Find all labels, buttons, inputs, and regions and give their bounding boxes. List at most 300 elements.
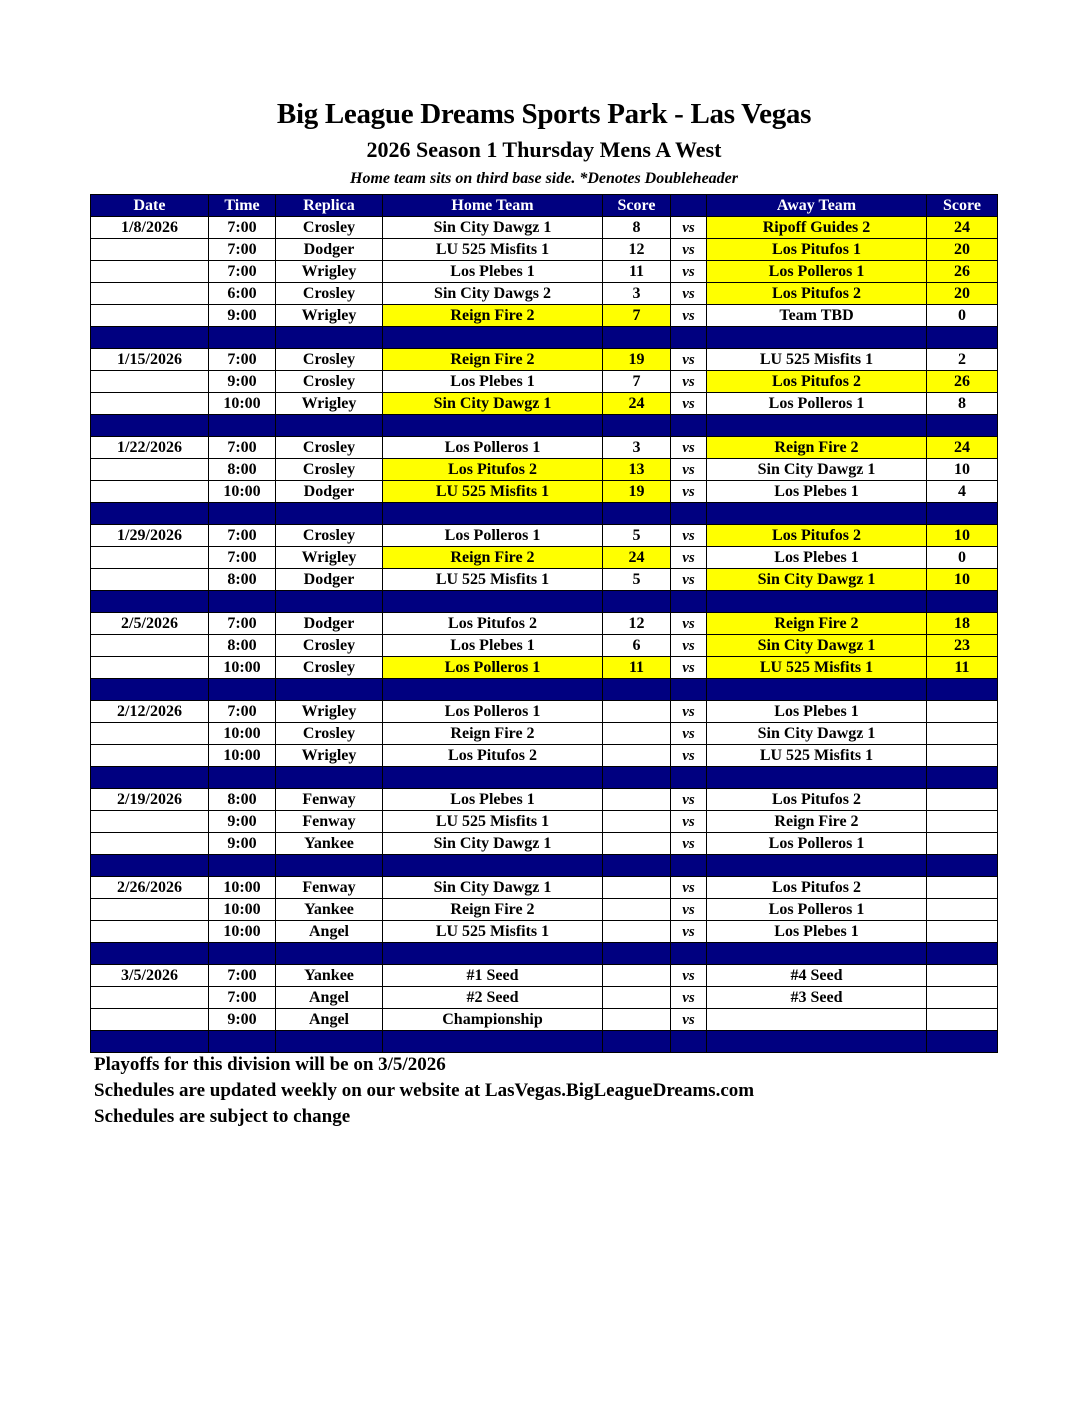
- game-date: [91, 459, 209, 481]
- separator-cell: [671, 591, 707, 613]
- game-field: Wrigley: [276, 261, 383, 283]
- vs-label: vs: [671, 635, 707, 657]
- col-header-away-score: Score: [927, 195, 998, 217]
- game-time: 10:00: [209, 899, 276, 921]
- game-field: Wrigley: [276, 393, 383, 415]
- separator-cell: [927, 855, 998, 877]
- game-date: 3/5/2026: [91, 965, 209, 987]
- away-score: 26: [927, 261, 998, 283]
- game-field: Crosley: [276, 437, 383, 459]
- away-team: Los Plebes 1: [707, 481, 927, 503]
- home-score: [603, 811, 671, 833]
- game-date: [91, 547, 209, 569]
- vs-label: vs: [671, 371, 707, 393]
- col-header-time: Time: [209, 195, 276, 217]
- vs-label: vs: [671, 305, 707, 327]
- away-score: 23: [927, 635, 998, 657]
- away-team: Sin City Dawgz 1: [707, 459, 927, 481]
- game-row: [91, 613, 998, 635]
- away-team: LU 525 Misfits 1: [707, 657, 927, 679]
- game-field: Angel: [276, 987, 383, 1009]
- home-score: 12: [603, 613, 671, 635]
- vs-label: vs: [671, 481, 707, 503]
- schedule-body: [91, 217, 998, 1053]
- game-time: 7:00: [209, 525, 276, 547]
- separator-cell: [209, 767, 276, 789]
- separator-cell: [927, 943, 998, 965]
- vs-label: vs: [671, 921, 707, 943]
- separator-cell: [383, 503, 603, 525]
- separator-cell: [671, 855, 707, 877]
- game-time: 9:00: [209, 371, 276, 393]
- home-team: Los Polleros 1: [383, 525, 603, 547]
- home-team: Los Polleros 1: [383, 437, 603, 459]
- game-row: [91, 437, 998, 459]
- away-team: [707, 1009, 927, 1031]
- away-team: Los Polleros 1: [707, 393, 927, 415]
- away-team: Los Pitufos 1: [707, 239, 927, 261]
- away-score: [927, 899, 998, 921]
- vs-label: vs: [671, 261, 707, 283]
- game-date: 2/5/2026: [91, 613, 209, 635]
- home-score: 19: [603, 481, 671, 503]
- away-score: [927, 745, 998, 767]
- game-time: 6:00: [209, 283, 276, 305]
- away-team: Los Plebes 1: [707, 701, 927, 723]
- home-score: 7: [603, 371, 671, 393]
- home-score: [603, 833, 671, 855]
- game-row: [91, 371, 998, 393]
- game-field: Dodger: [276, 613, 383, 635]
- separator-cell: [707, 767, 927, 789]
- separator-cell: [603, 591, 671, 613]
- vs-label: vs: [671, 393, 707, 415]
- separator-cell: [671, 679, 707, 701]
- game-row: [91, 811, 998, 833]
- away-score: [927, 965, 998, 987]
- game-time: 7:00: [209, 547, 276, 569]
- game-row: [91, 305, 998, 327]
- game-time: 9:00: [209, 305, 276, 327]
- separator-cell: [707, 855, 927, 877]
- game-row: [91, 657, 998, 679]
- game-row: [91, 965, 998, 987]
- separator-cell: [927, 591, 998, 613]
- away-team: Los Plebes 1: [707, 921, 927, 943]
- game-field: Crosley: [276, 371, 383, 393]
- footer-playoffs: Playoffs for this division will be on 3/5/2026: [94, 1054, 446, 1075]
- home-score: 11: [603, 657, 671, 679]
- separator-cell: [927, 327, 998, 349]
- game-field: Angel: [276, 921, 383, 943]
- game-row: [91, 789, 998, 811]
- week-separator-row: [91, 1031, 998, 1053]
- home-score: 8: [603, 217, 671, 239]
- game-time: 9:00: [209, 811, 276, 833]
- vs-label: vs: [671, 965, 707, 987]
- away-score: 0: [927, 305, 998, 327]
- game-date: [91, 635, 209, 657]
- separator-cell: [276, 1031, 383, 1053]
- col-header-home-team: Home Team: [383, 195, 603, 217]
- game-date: [91, 657, 209, 679]
- home-score: 24: [603, 547, 671, 569]
- home-score: 13: [603, 459, 671, 481]
- vs-label: vs: [671, 899, 707, 921]
- col-header-replica: Replica: [276, 195, 383, 217]
- home-team: Los Polleros 1: [383, 701, 603, 723]
- game-time: 7:00: [209, 987, 276, 1009]
- game-time: 7:00: [209, 437, 276, 459]
- away-score: 20: [927, 283, 998, 305]
- game-row: [91, 723, 998, 745]
- home-score: [603, 965, 671, 987]
- separator-cell: [707, 415, 927, 437]
- home-team: Reign Fire 2: [383, 547, 603, 569]
- game-time: 10:00: [209, 745, 276, 767]
- vs-label: vs: [671, 1009, 707, 1031]
- game-date: [91, 305, 209, 327]
- separator-cell: [91, 415, 209, 437]
- separator-cell: [91, 591, 209, 613]
- game-date: 2/12/2026: [91, 701, 209, 723]
- separator-cell: [209, 327, 276, 349]
- home-team: LU 525 Misfits 1: [383, 239, 603, 261]
- home-team: LU 525 Misfits 1: [383, 921, 603, 943]
- game-time: 9:00: [209, 833, 276, 855]
- game-time: 9:00: [209, 1009, 276, 1031]
- separator-cell: [603, 503, 671, 525]
- game-date: [91, 239, 209, 261]
- game-date: 1/15/2026: [91, 349, 209, 371]
- game-field: Wrigley: [276, 701, 383, 723]
- home-score: 3: [603, 437, 671, 459]
- away-team: Los Polleros 1: [707, 261, 927, 283]
- home-score: [603, 877, 671, 899]
- game-date: [91, 283, 209, 305]
- game-date: [91, 371, 209, 393]
- game-time: 8:00: [209, 789, 276, 811]
- week-separator-row: [91, 767, 998, 789]
- away-team: Sin City Dawgz 1: [707, 569, 927, 591]
- col-header-away-team: Away Team: [707, 195, 927, 217]
- page-title: Big League Dreams Sports Park - Las Vegas: [276, 98, 812, 130]
- game-row: [91, 349, 998, 371]
- separator-cell: [707, 943, 927, 965]
- game-date: [91, 393, 209, 415]
- col-header-vs: [671, 195, 707, 217]
- game-date: [91, 921, 209, 943]
- separator-cell: [707, 1031, 927, 1053]
- home-score: 24: [603, 393, 671, 415]
- home-score: [603, 1009, 671, 1031]
- home-score: 3: [603, 283, 671, 305]
- away-team: Los Pitufos 2: [707, 877, 927, 899]
- away-team: LU 525 Misfits 1: [707, 745, 927, 767]
- separator-cell: [209, 503, 276, 525]
- vs-label: vs: [671, 239, 707, 261]
- game-date: [91, 569, 209, 591]
- game-row: [91, 745, 998, 767]
- vs-label: vs: [671, 349, 707, 371]
- game-row: [91, 261, 998, 283]
- game-field: Crosley: [276, 459, 383, 481]
- away-team: #3 Seed: [707, 987, 927, 1009]
- vs-label: vs: [671, 459, 707, 481]
- separator-cell: [276, 943, 383, 965]
- game-time: 7:00: [209, 349, 276, 371]
- home-score: 5: [603, 525, 671, 547]
- game-field: Crosley: [276, 349, 383, 371]
- game-field: Fenway: [276, 877, 383, 899]
- home-team: Sin City Dawgz 1: [383, 833, 603, 855]
- home-team: LU 525 Misfits 1: [383, 569, 603, 591]
- vs-label: vs: [671, 437, 707, 459]
- game-row: [91, 987, 998, 1009]
- game-row: [91, 569, 998, 591]
- away-score: 10: [927, 569, 998, 591]
- separator-cell: [91, 1031, 209, 1053]
- game-row: [91, 393, 998, 415]
- game-row: [91, 877, 998, 899]
- away-team: Los Pitufos 2: [707, 525, 927, 547]
- separator-cell: [383, 591, 603, 613]
- game-time: 7:00: [209, 965, 276, 987]
- away-team: LU 525 Misfits 1: [707, 349, 927, 371]
- game-row: [91, 239, 998, 261]
- home-score: 5: [603, 569, 671, 591]
- game-date: [91, 261, 209, 283]
- separator-cell: [91, 503, 209, 525]
- separator-cell: [603, 943, 671, 965]
- game-time: 8:00: [209, 569, 276, 591]
- game-date: 1/29/2026: [91, 525, 209, 547]
- separator-cell: [603, 855, 671, 877]
- separator-cell: [276, 591, 383, 613]
- vs-label: vs: [671, 283, 707, 305]
- separator-cell: [383, 1031, 603, 1053]
- home-score: [603, 701, 671, 723]
- separator-cell: [91, 767, 209, 789]
- home-score: [603, 789, 671, 811]
- separator-cell: [383, 415, 603, 437]
- away-score: 24: [927, 217, 998, 239]
- game-date: 2/19/2026: [91, 789, 209, 811]
- game-field: Dodger: [276, 481, 383, 503]
- home-score: 12: [603, 239, 671, 261]
- game-field: Crosley: [276, 217, 383, 239]
- away-team: Los Pitufos 2: [707, 371, 927, 393]
- game-row: [91, 525, 998, 547]
- home-score: [603, 745, 671, 767]
- separator-cell: [927, 679, 998, 701]
- game-field: Fenway: [276, 789, 383, 811]
- away-score: 26: [927, 371, 998, 393]
- separator-cell: [603, 679, 671, 701]
- game-time: 7:00: [209, 217, 276, 239]
- home-team: LU 525 Misfits 1: [383, 481, 603, 503]
- away-score: 2: [927, 349, 998, 371]
- separator-cell: [209, 855, 276, 877]
- away-team: Reign Fire 2: [707, 613, 927, 635]
- home-team: Los Pitufos 2: [383, 613, 603, 635]
- away-team: #4 Seed: [707, 965, 927, 987]
- game-row: [91, 481, 998, 503]
- game-field: Yankee: [276, 899, 383, 921]
- home-team: Reign Fire 2: [383, 305, 603, 327]
- separator-cell: [707, 327, 927, 349]
- home-team: Los Polleros 1: [383, 657, 603, 679]
- game-field: Crosley: [276, 723, 383, 745]
- vs-label: vs: [671, 701, 707, 723]
- home-score: [603, 987, 671, 1009]
- week-separator-row: [91, 327, 998, 349]
- home-score: 11: [603, 261, 671, 283]
- separator-cell: [927, 767, 998, 789]
- separator-cell: [276, 855, 383, 877]
- separator-cell: [209, 415, 276, 437]
- away-score: 0: [927, 547, 998, 569]
- away-team: Team TBD: [707, 305, 927, 327]
- game-field: Angel: [276, 1009, 383, 1031]
- away-score: [927, 723, 998, 745]
- home-team: Sin City Dawgz 1: [383, 217, 603, 239]
- home-score: 6: [603, 635, 671, 657]
- schedule-table: [90, 194, 998, 1053]
- away-score: [927, 789, 998, 811]
- away-score: 10: [927, 525, 998, 547]
- home-team: Reign Fire 2: [383, 899, 603, 921]
- away-team: Reign Fire 2: [707, 437, 927, 459]
- home-team: #1 Seed: [383, 965, 603, 987]
- away-team: Sin City Dawgz 1: [707, 635, 927, 657]
- home-team-note: Home team sits on third base side. *Denotes Doubleheader: [350, 170, 738, 187]
- home-team: Sin City Dawgz 1: [383, 393, 603, 415]
- away-score: 10: [927, 459, 998, 481]
- separator-cell: [276, 503, 383, 525]
- week-separator-row: [91, 591, 998, 613]
- home-team: #2 Seed: [383, 987, 603, 1009]
- separator-cell: [91, 943, 209, 965]
- game-field: Crosley: [276, 283, 383, 305]
- home-score: [603, 723, 671, 745]
- separator-cell: [671, 943, 707, 965]
- separator-cell: [603, 767, 671, 789]
- home-team: Sin City Dawgs 2: [383, 283, 603, 305]
- game-field: Crosley: [276, 635, 383, 657]
- week-separator-row: [91, 503, 998, 525]
- away-score: [927, 1009, 998, 1031]
- game-date: [91, 987, 209, 1009]
- game-time: 8:00: [209, 635, 276, 657]
- game-row: [91, 921, 998, 943]
- game-date: [91, 1009, 209, 1031]
- home-score: [603, 899, 671, 921]
- game-field: Crosley: [276, 657, 383, 679]
- vs-label: vs: [671, 811, 707, 833]
- separator-cell: [91, 679, 209, 701]
- game-date: [91, 833, 209, 855]
- separator-cell: [383, 767, 603, 789]
- week-separator-row: [91, 855, 998, 877]
- game-time: 10:00: [209, 877, 276, 899]
- away-score: 20: [927, 239, 998, 261]
- vs-label: vs: [671, 833, 707, 855]
- game-time: 10:00: [209, 393, 276, 415]
- game-row: [91, 547, 998, 569]
- vs-label: vs: [671, 745, 707, 767]
- separator-cell: [603, 415, 671, 437]
- game-row: [91, 1009, 998, 1031]
- vs-label: vs: [671, 877, 707, 899]
- home-team: Reign Fire 2: [383, 349, 603, 371]
- game-row: [91, 635, 998, 657]
- separator-cell: [671, 415, 707, 437]
- away-score: [927, 877, 998, 899]
- game-date: 1/8/2026: [91, 217, 209, 239]
- home-team: LU 525 Misfits 1: [383, 811, 603, 833]
- vs-label: vs: [671, 613, 707, 635]
- game-date: [91, 481, 209, 503]
- separator-cell: [603, 1031, 671, 1053]
- separator-cell: [707, 679, 927, 701]
- game-time: 7:00: [209, 701, 276, 723]
- away-score: [927, 701, 998, 723]
- away-team: Ripoff Guides 2: [707, 217, 927, 239]
- away-score: 4: [927, 481, 998, 503]
- vs-label: vs: [671, 217, 707, 239]
- vs-label: vs: [671, 657, 707, 679]
- away-score: [927, 987, 998, 1009]
- separator-cell: [383, 943, 603, 965]
- game-date: 1/22/2026: [91, 437, 209, 459]
- away-score: [927, 811, 998, 833]
- game-time: 10:00: [209, 481, 276, 503]
- game-date: [91, 811, 209, 833]
- game-date: [91, 745, 209, 767]
- game-time: 7:00: [209, 239, 276, 261]
- separator-cell: [383, 855, 603, 877]
- away-score: 24: [927, 437, 998, 459]
- game-time: 7:00: [209, 261, 276, 283]
- game-field: Wrigley: [276, 547, 383, 569]
- game-field: Yankee: [276, 833, 383, 855]
- game-date: 2/26/2026: [91, 877, 209, 899]
- separator-cell: [927, 503, 998, 525]
- home-team: Los Plebes 1: [383, 789, 603, 811]
- vs-label: vs: [671, 547, 707, 569]
- away-team: Los Pitufos 2: [707, 283, 927, 305]
- away-team: Los Plebes 1: [707, 547, 927, 569]
- away-team: Reign Fire 2: [707, 811, 927, 833]
- page-subtitle: 2026 Season 1 Thursday Mens A West: [366, 137, 722, 162]
- home-team: Los Plebes 1: [383, 635, 603, 657]
- separator-cell: [276, 679, 383, 701]
- vs-label: vs: [671, 789, 707, 811]
- game-row: [91, 701, 998, 723]
- away-team: Los Polleros 1: [707, 833, 927, 855]
- vs-label: vs: [671, 569, 707, 591]
- home-score: [603, 921, 671, 943]
- away-team: Los Pitufos 2: [707, 789, 927, 811]
- separator-cell: [707, 503, 927, 525]
- col-header-date: Date: [91, 195, 209, 217]
- home-score: 19: [603, 349, 671, 371]
- separator-cell: [91, 855, 209, 877]
- week-separator-row: [91, 415, 998, 437]
- separator-cell: [383, 327, 603, 349]
- home-team: Reign Fire 2: [383, 723, 603, 745]
